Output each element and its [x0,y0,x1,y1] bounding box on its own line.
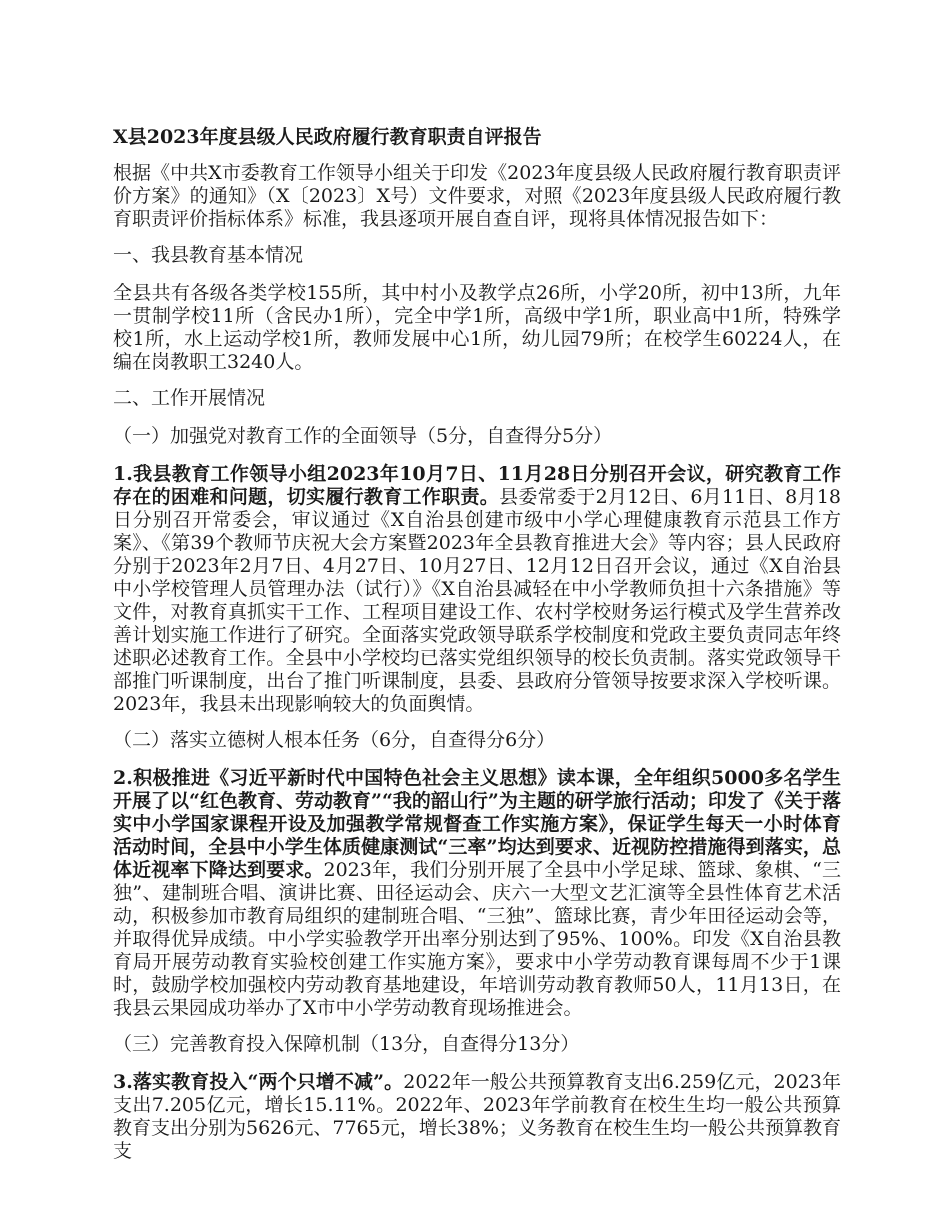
item-1-body: 县委常委于2月12日、6月11日、8月18日分别召开常委会，审议通过《X自治县创建市级中小学心理健康教育示范县工作方案》、《第39个教师节庆祝大会方案暨2023年全县教育推进大会》等内容；县人民政府分别于2023年2月7日、4月27日、10月27日、12月12日召开会议，通过《X自治县中小学校管理人员管理办法（试行）》《X自治县减轻在中小学教师负担十六条措施》等文件，对教育真抓实干工作、工程项目建设工作、农村学校财务运行模式及学生营养改善计划实施工作进行了研究。全面落实党政领导联系学校制度和党政主要负责同志年终述职必述教育工作。全县中小学校均已落实党组织领导的校长负责制。落实党政领导干部推门听课制度，出台了推门听课制度，县委、县政府分管领导按要求深入学校听课。2023年，我县未出现影响较大的负面舆情。 [113,486,841,715]
document-title: X县2023年度县级人民政府履行教育职责自评报告 [113,126,542,148]
section-heading-basic-info: 一、我县教育基本情况 [113,244,304,266]
item-3-body: 2022年一般公共预算教育支出6.259亿元，2023年支出7.205亿元，增长15.11%。2022年、2023年学前教育在校生生均一般公共预算教育支出分别为5626元、7765元，增长38%；义务教育在校生生均一般公共预算教育支 [113,1071,841,1162]
subsection-heading-investment: （三）完善教育投入保障机制（13分，自查得分13分） [113,1033,580,1055]
item-2-paragraph [113,767,841,1020]
subsection-heading-party-leadership: （一）加强党对教育工作的全面领导（5分，自查得分5分） [113,425,613,447]
subsection-heading-moral-education: （二）落实立德树人根本任务（6分，自查得分6分） [113,729,556,751]
section-heading-work: 二、工作开展情况 [113,387,266,409]
item-3-paragraph [113,1071,841,1163]
item-3-lead: 3.落实教育投入“两个只增不减”。 [113,1071,404,1093]
document-page [113,125,841,1176]
item-1-paragraph [113,463,841,716]
item-2-body: 2023年，我们分别开展了全县中小学足球、篮球、象棋、“三独”、建制班合唱、演讲比赛、田径运动会、庆六一大型文艺汇演等全县性体育艺术活动，积极参加市教育局组织的建制班合唱、“三独”、篮球比赛，青少年田径运动会等，并取得优异成绩。中小学实验教学开出率分别达到了95%、100%。印发《X自治县教育局开展劳动教育实验校创建工作实施方案》，要求中小学劳动教育课每周不少于1课时，鼓励学校加强校内劳动教育基地建设，年培训劳动教育教师50人，11月13日，在我县云果园成功举办了X市中小学劳动教育现场推进会。 [113,859,841,1019]
basic-info-paragraph: 全县共有各级各类学校155所，其中村小及教学点26所，小学20所，初中13所，九年一贯制学校11所（含民办1所），完全中学1所，高级中学1所，职业高中1所，特殊学校1所，水上运动学校1所，教师发展中心1所，幼儿园79所；在校学生60224人，在编在岗教职工3240人。 [113,282,841,373]
intro-paragraph: 根据《中共X市委教育工作领导小组关于印发《2023年度县级人民政府履行教育职责评价方案》的通知》（X〔2023〕X号）文件要求，对照《2023年度县级人民政府履行教育职责评价指标体系》标准，我县逐项开展自查自评，现将具体情况报告如下： [113,162,841,230]
item-1-lead: 1.我县教育工作领导小组2023年10月7日、11月28日分别召开会议，研究教育工作存在的困难和问题，切实履行教育工作职责。 [113,463,841,508]
item-2-lead: 2.积极推进《习近平新时代中国特色社会主义思想》读本课，全年组织5000多名学生开展了以“红色教育、劳动教育”“我的韶山行”为主题的研学旅行活动；印发了《关于落实中小学国家课程开设及加强教学常规督查工作实施方案》，保证学生每天一小时体育活动时间，全县中小学生体质健康测试“三率”均达到要求、近视防控措施得到落实，总体近视率下降达到要求。 [113,767,841,881]
